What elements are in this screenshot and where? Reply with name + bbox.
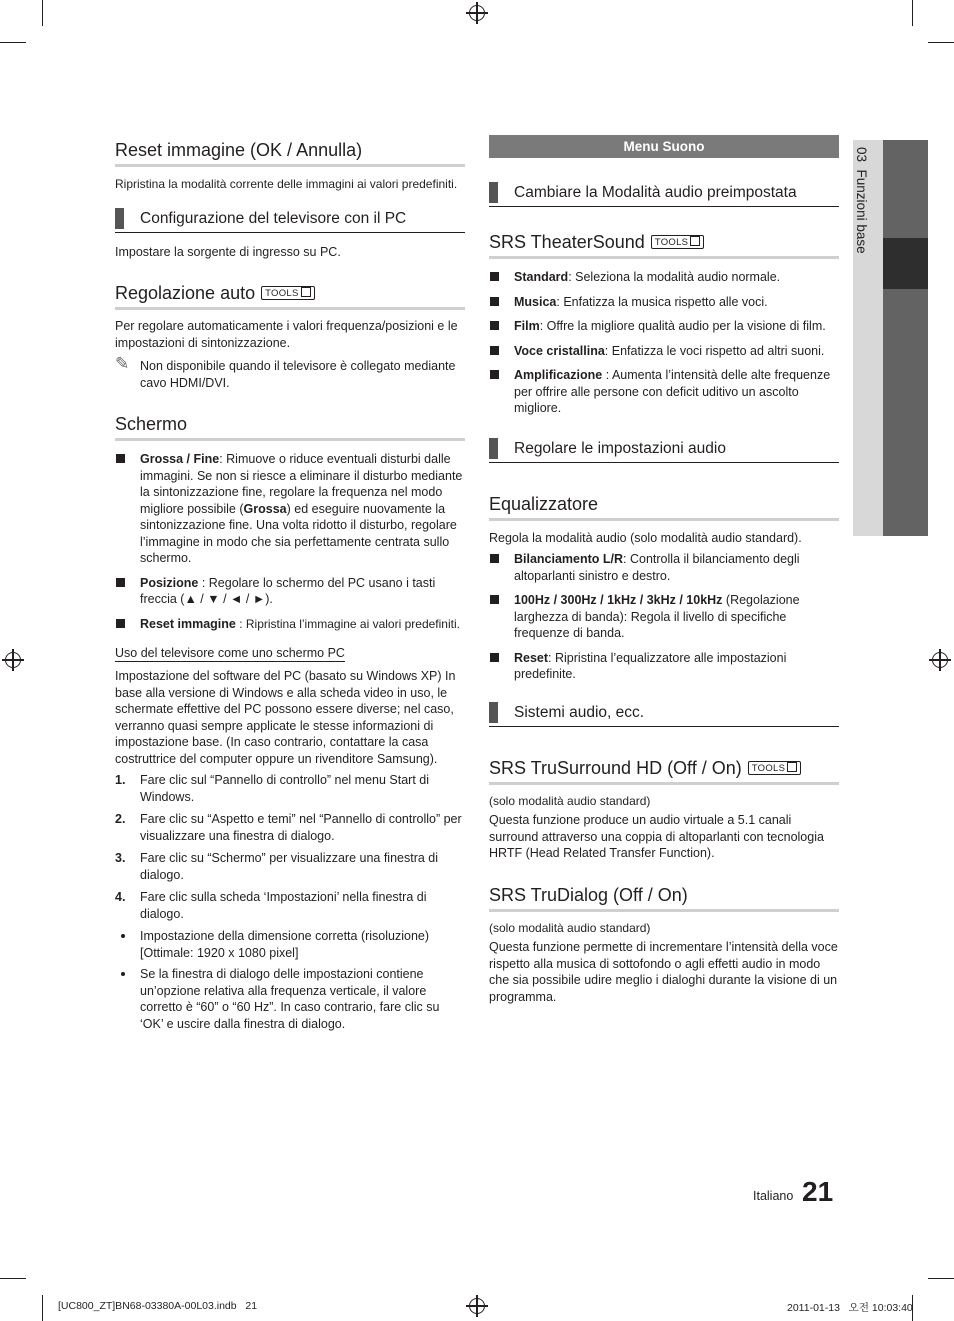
crop-mark — [928, 42, 954, 43]
srs-theatersound-label: SRS TheaterSound — [489, 232, 645, 252]
side-tab-label — [854, 147, 869, 254]
list-item: Amplificazione : Aumenta l’intensità delle alte frequenze per offrire alle persone con deficit uditivo un ascolto migliore. — [489, 367, 839, 417]
tools-badge — [748, 761, 802, 775]
step-item: 2. Fare clic su “Aspetto e temi” nel “Pannello di controllo” per visualizzare una finestra di dialogo. — [115, 812, 462, 843]
auto-note — [115, 358, 465, 391]
crop-mark — [0, 42, 26, 43]
crop-mark — [42, 1295, 43, 1321]
trusurround-description: Questa funzione produce un audio virtuale a 5.1 canali surround attraverso una coppia di altoparlanti con tecnologia HRTF (Head Related Transfer Function). — [489, 813, 824, 860]
step-item: 3. Fare clic su “Schermo” per visualizzare una finestra di dialogo. — [115, 851, 439, 882]
tools-badge — [651, 235, 705, 249]
section-title-regolazione-auto — [115, 282, 465, 310]
list-item: Film: Offre la migliore qualità audio per la visione di film. — [489, 318, 839, 335]
registration-mark-icon — [469, 5, 485, 21]
subsection-title-modalita-audio: Cambiare la Modalità audio preimpostata — [489, 181, 839, 207]
side-tab-block — [883, 289, 928, 536]
steps-list — [115, 772, 465, 922]
list-item: Voce cristallina: Enfatizza le voci rispetto ad altri suoni. — [489, 343, 839, 360]
eq-description: Regola la modalità audio (solo modalità audio standard). — [489, 530, 802, 545]
side-tab-block — [883, 140, 928, 238]
crop-mark — [0, 1278, 26, 1279]
eq-list — [489, 551, 839, 683]
tools-icon — [301, 287, 311, 297]
pc-description: Impostazione del software del PC (basato su Windows XP) In base alla versione di Windows e alla scheda video in uso, le schermate effettive del PC possono essere diverse; nel caso, verranno quasi sempre applicate le stesse informazioni di impostazione base. (In caso contrario, contattare la casa costruttrice del computer oppure un rivenditore Samsung). — [115, 669, 456, 766]
crop-mark — [928, 1278, 954, 1279]
step-item: 4. Fare clic sulla scheda ‘Impostazioni’ nella finestra di dialogo. — [115, 890, 427, 921]
bullet-item: Se la finestra di dialogo delle impostazioni contiene un’opzione relativa alla frequenza verticale, il valore corretto è “60” o “60 Hz”. In caso contrario, fare clic su ‘OK’ e uscire dalla finestra di dialogo. — [115, 966, 465, 1032]
chapter-title: Funzioni base — [854, 169, 869, 254]
tools-label: TOOLS — [751, 762, 786, 774]
side-tab-active-block — [883, 238, 928, 289]
list-item: Reset: Ripristina l’equalizzatore alle impostazioni predefinite. — [489, 650, 839, 683]
tools-label: TOOLS — [265, 288, 299, 299]
registration-mark-icon — [5, 652, 21, 668]
srs-modes-list — [489, 269, 839, 417]
list-item: Bilanciamento L/R: Controlla il bilanciamento degli altoparlanti sinistro e destro. — [489, 551, 839, 584]
list-item: Posizione : Regolare lo schermo del PC usano i tasti freccia (▲ / ▼ / ◄ / ►). — [115, 575, 465, 608]
section-title-trudialog: SRS TruDialog (Off / On) — [489, 884, 839, 912]
bullet-item: Impostazione della dimensione corretta (risoluzione) [Ottimale: 1920 x 1080 pixel] — [115, 928, 465, 961]
subsection-title-config-pc: Configurazione del televisore con il PC — [115, 207, 465, 233]
subsection-title-sistemi-audio: Sistemi audio, ecc. — [489, 701, 839, 727]
tools-label: TOOLS — [654, 237, 689, 248]
list-item: Grossa / Fine: Rimuove o riduce eventuali disturbi dalle immagini. Se non si riesce a eliminare il disturbo mediante la sintonizzazione fine, regolare la frequenza nel modo migliore possibile (Grossa) ed eseguire nuovamente la sintonizzazione fine. Una volta ridotto il disturbo, regolare l’immagine in modo che sia perfettamente centrata sullo schermo. — [115, 451, 465, 567]
file-info: [UC800_ZT]BN68-03380A-00L03.indb 21 — [58, 1300, 258, 1312]
schermo-list — [115, 451, 465, 632]
tools-icon — [787, 762, 797, 772]
crop-mark — [42, 0, 43, 26]
section-title-trusurround — [489, 757, 839, 785]
list-item: 100Hz / 300Hz / 1kHz / 3kHz / 10kHz (Regolazione larghezza di banda): Regola il livello di specifiche frequenze di banda. — [489, 592, 839, 642]
footer-language: Italiano — [753, 1189, 794, 1203]
subsection-title-impostazioni-audio: Regolare le impostazioni audio — [489, 437, 839, 463]
note-text: Non disponibile quando il televisore è collegato mediante cavo HDMI/DVI. — [140, 359, 456, 390]
section-title-equalizzatore: Equalizzatore — [489, 493, 839, 521]
section-title-schermo: Schermo — [115, 413, 465, 441]
section-title-reset-immagine: Reset immagine (OK / Annulla) — [115, 139, 465, 167]
menu-suono-banner: Menu Suono — [489, 135, 839, 158]
tools-badge — [261, 286, 315, 300]
list-item: Musica: Enfatizza la musica rispetto alle voci. — [489, 294, 839, 311]
auto-description: Per regolare automaticamente i valori frequenza/posizioni e le impostazioni di sintonizzazione. — [115, 319, 458, 350]
section-title-srs-theatersound — [489, 231, 839, 259]
bullet-list — [115, 928, 465, 1032]
page-number: 21 — [802, 1176, 834, 1207]
step-item: 1. Fare clic sul “Pannello di controllo” nel menu Start di Windows. — [115, 773, 430, 804]
date-info: 2011-01-13 오전 10:03:40 — [787, 1302, 913, 1314]
left-column — [115, 135, 465, 1032]
trusurround-note: (solo modalità audio standard) — [489, 793, 651, 808]
regolazione-auto-label: Regolazione auto — [115, 283, 256, 303]
list-item: Standard: Seleziona la modalità audio normale. — [489, 269, 839, 286]
chapter-number: 03 — [854, 147, 869, 163]
list-item: Reset immagine : Ripristina l’immagine ai valori predefiniti. — [115, 616, 465, 633]
trudialog-note: (solo modalità audio standard) — [489, 920, 651, 935]
trudialog-description: Questa funzione permette di incrementare l’intensità della voce rispetto alla musica di sottofondo o agli effetti audio in modo che sia possibile udire meglio i dialoghi durante la visione di un programma. — [489, 940, 838, 1004]
registration-mark-icon — [932, 652, 948, 668]
reset-description: Ripristina la modalità corrente delle immagini ai valori predefiniti. — [115, 177, 458, 191]
registration-mark-icon — [469, 1298, 485, 1314]
subsection-title-pc-screen: Uso del televisore come uno schermo PC — [115, 646, 345, 660]
tools-icon — [690, 236, 700, 246]
trusurround-label: SRS TruSurround HD (Off / On) — [489, 757, 742, 778]
right-column — [489, 135, 839, 1005]
crop-mark — [912, 0, 913, 26]
config-description: Impostare la sorgente di ingresso su PC. — [115, 244, 341, 259]
